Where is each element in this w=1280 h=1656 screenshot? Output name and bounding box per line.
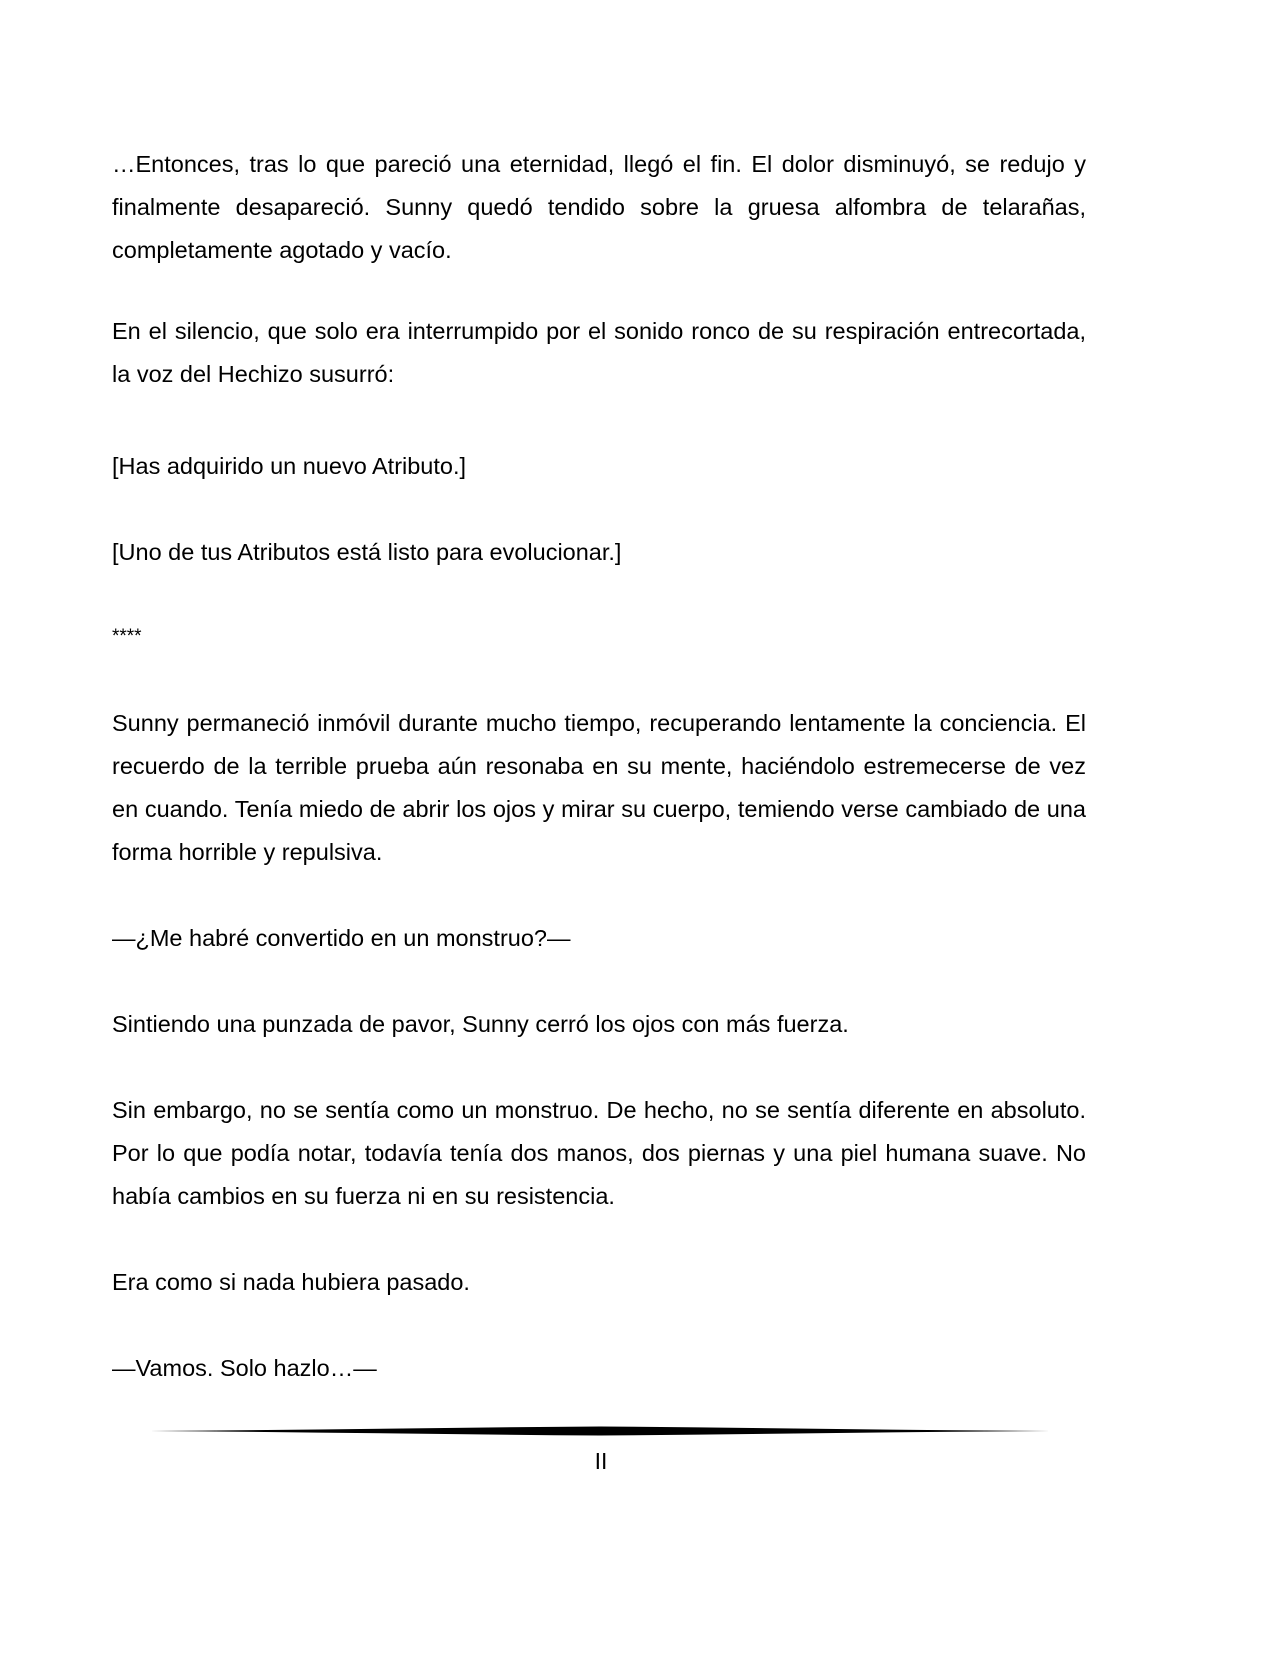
page-number: II: [594, 1448, 608, 1474]
paragraph-5: Sunny permaneció inmóvil durante mucho tiempo, recuperando lentamente la conciencia. El recuerdo de la terrible prueba aún resonaba en su mente, haciéndolo estremecerse de vez en cuando. Tenía miedo de abrir los ojos y mirar su cuerpo, temiendo verse cambiado de una forma horrible y repulsiva.: [112, 710, 1086, 865]
paragraph-6: —¿Me habré convertido en un monstruo?—: [112, 925, 571, 951]
paragraph-3: [Has adquirido un nuevo Atributo.]: [112, 453, 467, 479]
paragraph-4: [Uno de tus Atributos está listo para evolucionar.]: [112, 539, 622, 565]
paragraph-1: …Entonces, tras lo que pareció una eternidad, llegó el fin. El dolor disminuyó, se redujo y finalmente desapareció. Sunny quedó tendido sobre la gruesa alfombra de telarañas, completamente agotado y vacío.: [112, 151, 1086, 263]
scene-separator: ****: [112, 626, 142, 647]
footer-rule: [150, 1425, 1050, 1437]
paragraph-8: Sin embargo, no se sentía como un monstruo. De hecho, no se sentía diferente en absoluto. Por lo que podía notar, todavía tenía dos manos, dos piernas y una piel humana suave. No había cambios en su fuerza ni en su resistencia.: [112, 1097, 1086, 1209]
paragraph-2: En el silencio, que solo era interrumpido por el sonido ronco de su respiración entrecortada, la voz del Hechizo susurró:: [112, 318, 1086, 387]
paragraph-9: Era como si nada hubiera pasado.: [112, 1269, 470, 1295]
paragraph-10: —Vamos. Solo hazlo…—: [112, 1355, 377, 1381]
paragraph-7: Sintiendo una punzada de pavor, Sunny cerró los ojos con más fuerza.: [112, 1011, 849, 1037]
